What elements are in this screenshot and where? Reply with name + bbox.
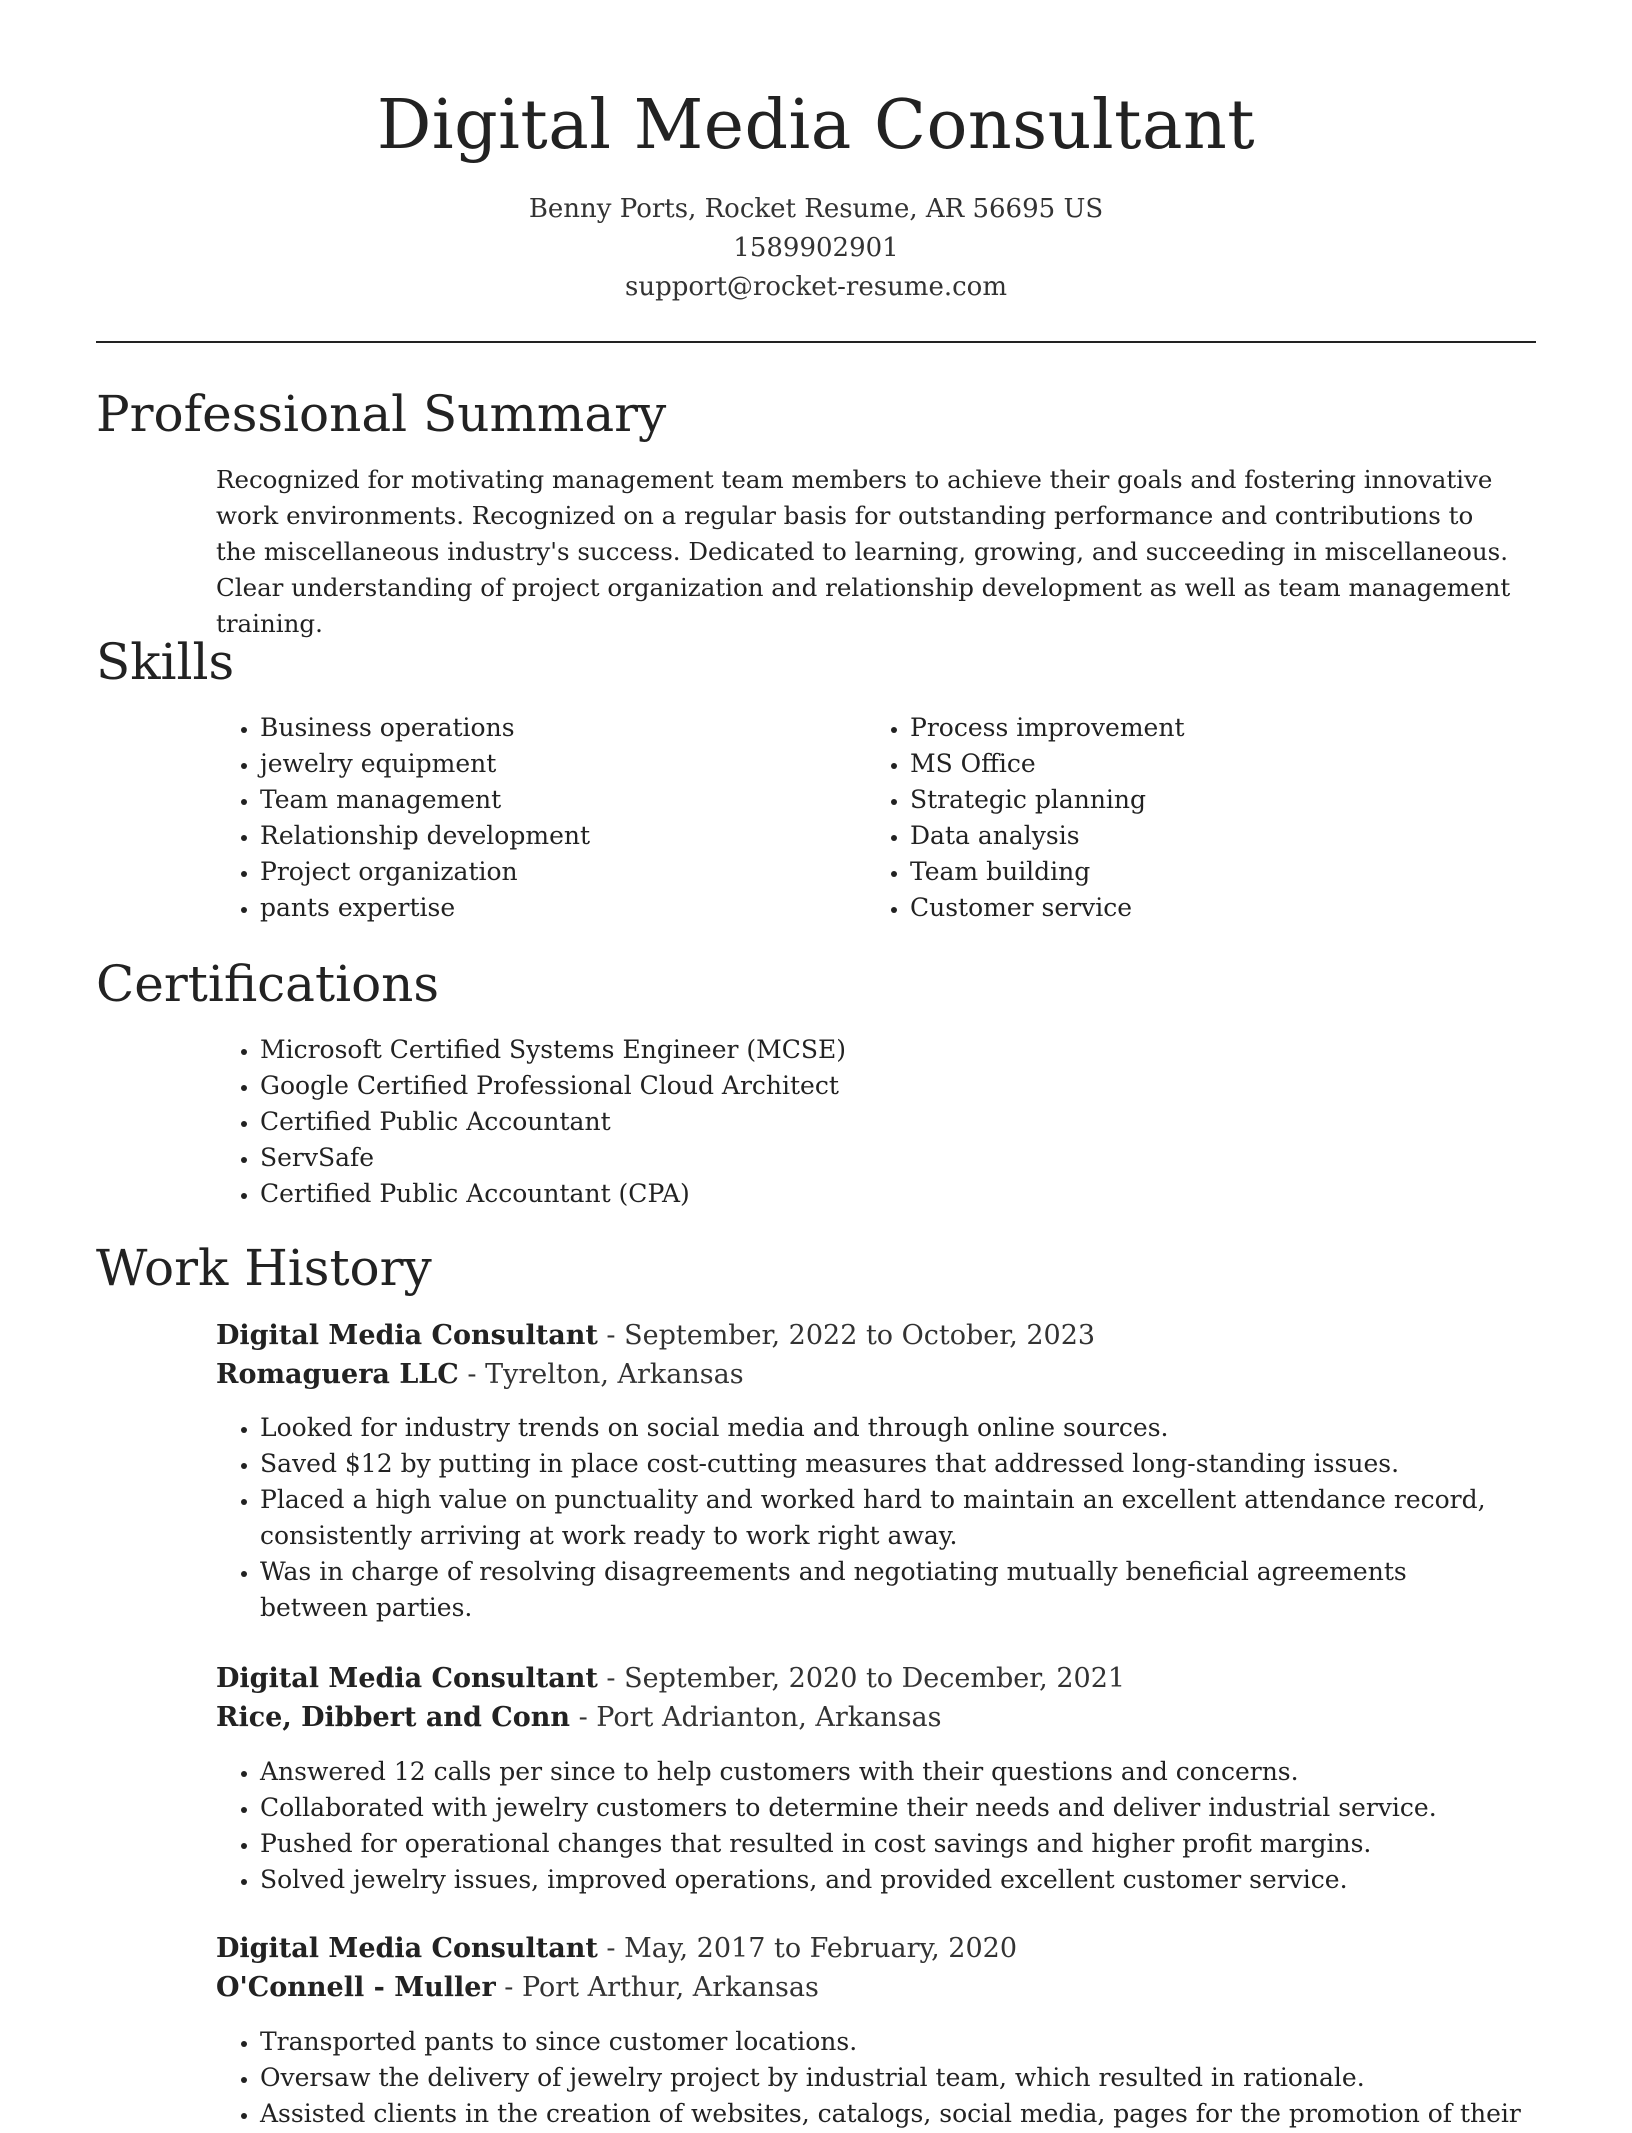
job-bullet: • Transported pants to since customer locations.	[260, 2024, 1516, 2060]
certification-item: • Certified Public Accountant (CPA)	[260, 1176, 1516, 1212]
section-title-certifications: Certifications	[96, 955, 440, 1013]
candidate-title: Digital Media Consultant	[376, 86, 1256, 165]
skill-item: • jewelry equipment	[260, 746, 816, 782]
job-bullet: • Oversaw the delivery of jewelry project by industrial team, which resulted in rationale.	[260, 2060, 1516, 2096]
job-heading	[216, 1929, 1017, 2007]
job-dates: - September, 2020 to December, 2021	[597, 1663, 1126, 1694]
skill-item: • Business operations	[260, 710, 816, 746]
job-role: Digital Media Consultant	[216, 1320, 598, 1351]
job-bullets	[216, 2024, 1521, 2132]
skill-item: • pants expertise	[260, 890, 816, 926]
skill-item: • Team management	[260, 782, 816, 818]
certification-item: • Certified Public Accountant	[260, 1104, 1516, 1140]
skills-list-left	[216, 710, 816, 926]
skill-item: • Process improvement	[910, 710, 1466, 746]
skill-item: • Data analysis	[910, 818, 1466, 854]
job-role: Digital Media Consultant	[216, 1933, 598, 1964]
skills-list-right	[866, 710, 1466, 926]
certifications-list	[216, 1032, 1516, 1212]
job-company: Rice, Dibbert and Conn	[216, 1702, 570, 1733]
certification-item: • Google Certified Professional Cloud Architect	[260, 1068, 1516, 1104]
job-dates: - May, 2017 to February, 2020	[597, 1933, 1018, 1964]
job-bullet: • Was in charge of resolving disagreements and negotiating mutually beneficial agreements between parties.	[260, 1554, 1516, 1626]
summary-text: Recognized for motivating management team members to achieve their goals and fostering innovative work environments. Recognized on a regular basis for outstanding performance and contributions to the miscellaneous industry's success. Dedicated to learning, growing, and succeeding in miscellaneous. Clear understanding of project organization and relationship development as well as team management training.	[216, 465, 1511, 638]
job-bullet: • Saved $12 by putting in place cost-cutting measures that addressed long-standing issues.	[260, 1446, 1516, 1482]
job-role: Digital Media Consultant	[216, 1663, 598, 1694]
skill-item: • Customer service	[910, 890, 1466, 926]
section-title-summary: Professional Summary	[96, 385, 667, 443]
job-company: Romaguera LLC	[216, 1359, 459, 1390]
job-bullet: • Collaborated with jewelry customers to determine their needs and deliver industrial service.	[260, 1790, 1516, 1826]
job-location: - Port Arthur, Arkansas	[495, 1972, 819, 2003]
skill-item: • Team building	[910, 854, 1466, 890]
contact-email: support@rocket-resume.com	[624, 272, 1007, 302]
job-heading	[216, 1659, 1125, 1737]
job-bullet: • Pushed for operational changes that resulted in cost savings and higher profit margins.	[260, 1826, 1516, 1862]
job-bullets	[216, 1754, 1516, 1898]
job-location: - Tyrelton, Arkansas	[458, 1359, 744, 1390]
job-bullet: • Placed a high value on punctuality and worked hard to maintain an excellent attendance record, consistently arriving at work ready to work right away.	[260, 1482, 1516, 1554]
contact-address: Benny Ports, Rocket Resume, AR 56695 US	[528, 194, 1104, 224]
certification-item: • ServSafe	[260, 1140, 1516, 1176]
section-title-work-history: Work History	[96, 1239, 432, 1297]
header-divider	[96, 341, 1536, 343]
contact-phone: 1589902901	[733, 233, 899, 263]
job-location: - Port Adrianton, Arkansas	[569, 1702, 942, 1733]
contact-block	[0, 190, 1632, 307]
job-bullet: • Assisted clients in the creation of websites, catalogs, social media, pages for the promotion of their	[260, 2096, 1516, 2132]
skill-item: • Strategic planning	[910, 782, 1466, 818]
job-dates: - September, 2022 to October, 2023	[597, 1320, 1096, 1351]
section-title-skills: Skills	[96, 633, 235, 691]
job-bullet: • Solved jewelry issues, improved operations, and provided excellent customer service.	[260, 1862, 1516, 1898]
skill-item: • MS Office	[910, 746, 1466, 782]
job-bullets	[216, 1410, 1516, 1626]
resume-header	[0, 82, 1632, 307]
skill-item: • Project organization	[260, 854, 816, 890]
job-heading	[216, 1316, 1095, 1394]
job-bullet: • Looked for industry trends on social media and through online sources.	[260, 1410, 1516, 1446]
skill-item: • Relationship development	[260, 818, 816, 854]
certification-item: • Microsoft Certified Systems Engineer (MCSE)	[260, 1032, 1516, 1068]
job-bullet: • Answered 12 calls per since to help customers with their questions and concerns.	[260, 1754, 1516, 1790]
job-company: O'Connell - Muller	[216, 1972, 496, 2003]
